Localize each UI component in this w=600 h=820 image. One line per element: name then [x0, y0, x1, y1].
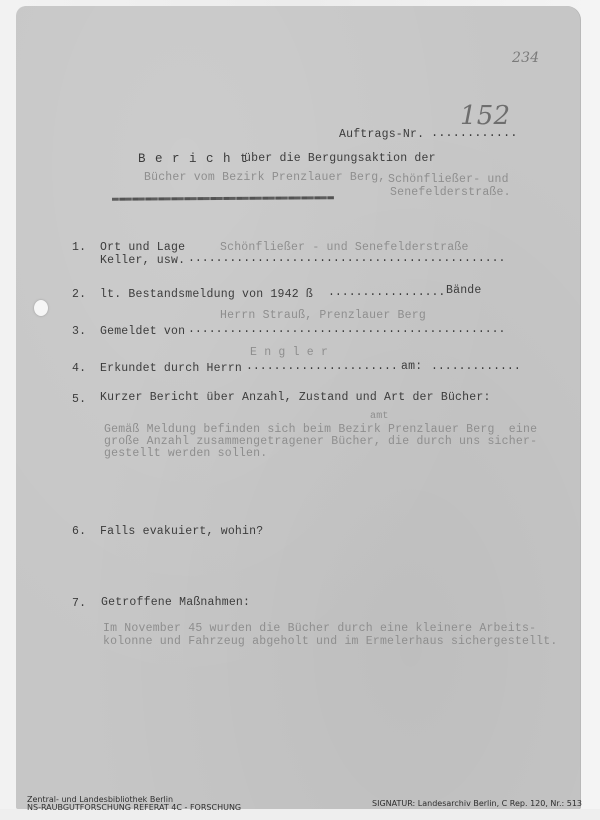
item-5-number: 5.: [72, 393, 87, 406]
item-4-dots: ......................: [246, 360, 398, 373]
item-7-answer-line2: kolonne und Fahrzeug abgeholt und im Ermelerhaus sichergestellt.: [103, 635, 558, 648]
footer-signature: SIGNATUR: Landesarchiv Berlin, C Rep. 120, Nr.: 513: [372, 799, 583, 808]
item-2-number: 2.: [72, 288, 87, 301]
item-4-am-dots: .............: [431, 360, 521, 373]
footer-library-name: Zentral- und Landesbibliothek Berlin: [27, 795, 174, 804]
item-3-number: 3.: [72, 325, 87, 338]
item-6-label: Falls evakuiert, wohin?: [100, 525, 264, 538]
report-title-spaced: B e r i c h t: [138, 152, 249, 166]
item-1-answer: Schönfließer - und Senefelderstraße: [220, 241, 469, 254]
item-6-number: 6.: [72, 525, 87, 538]
item-3-dots: ..............................................: [188, 323, 506, 336]
item-1-label: Ort und Lage: [100, 241, 186, 254]
report-subtitle-line1b: Schönfließer- und: [388, 173, 509, 186]
order-dots: ............: [431, 126, 518, 140]
item-7-label: Getroffene Maßnahmen:: [101, 596, 251, 609]
punch-hole: [34, 300, 48, 316]
item-1-label-line2: Keller, usw.: [100, 254, 186, 267]
item-2-dots: .................: [328, 286, 446, 299]
item-5-insert: amt: [370, 411, 389, 422]
item-3-answer: Herrn Strauß, Prenzlauer Berg: [220, 309, 426, 322]
report-subtitle-line1: Bücher vom Bezirk Prenzlauer Berg,: [144, 171, 386, 184]
item-1-dots: ..............................................: [188, 252, 506, 265]
order-label: Auftrags-Nr.: [339, 128, 425, 141]
item-7-answer-line1: Im November 45 wurden die Bücher durch eine kleinere Arbeits-: [103, 622, 537, 635]
report-title-rest: über die Bergungsaktion der: [244, 152, 436, 165]
item-2-label: lt. Bestandsmeldung von 1942 ß: [100, 288, 314, 301]
report-subtitle-line2: Senefelderstraße.: [390, 186, 511, 199]
item-3-label: Gemeldet von: [100, 325, 186, 338]
handwritten-page-number: 234: [512, 50, 540, 66]
item-5-answer-line2: große Anzahl zusammengetragener Bücher, die durch uns sicher-: [104, 435, 538, 448]
item-4-label: Erkundet durch Herrn: [100, 362, 243, 375]
item-7-number: 7.: [72, 597, 87, 610]
item-4-answer: E n g l e r: [250, 346, 329, 359]
item-4-number: 4.: [72, 362, 87, 375]
item-5-answer-line3: gestellt werden sollen.: [104, 447, 268, 460]
item-5-answer-line1: Gemäß Meldung befinden sich beim Bezirk Prenzlauer Berg eine: [104, 423, 538, 436]
footer-department: NS-RAUBGUTFORSCHUNG REFERAT 4C - FORSCHUNG: [27, 803, 242, 812]
handwritten-order-number: 152: [460, 101, 511, 131]
item-5-label: Kurzer Bericht über Anzahl, Zustand und Art der Bücher:: [100, 391, 491, 404]
item-4-am-label: am:: [401, 360, 423, 373]
item-1-number: 1.: [72, 241, 87, 254]
item-2-suffix: Bände: [446, 284, 482, 297]
